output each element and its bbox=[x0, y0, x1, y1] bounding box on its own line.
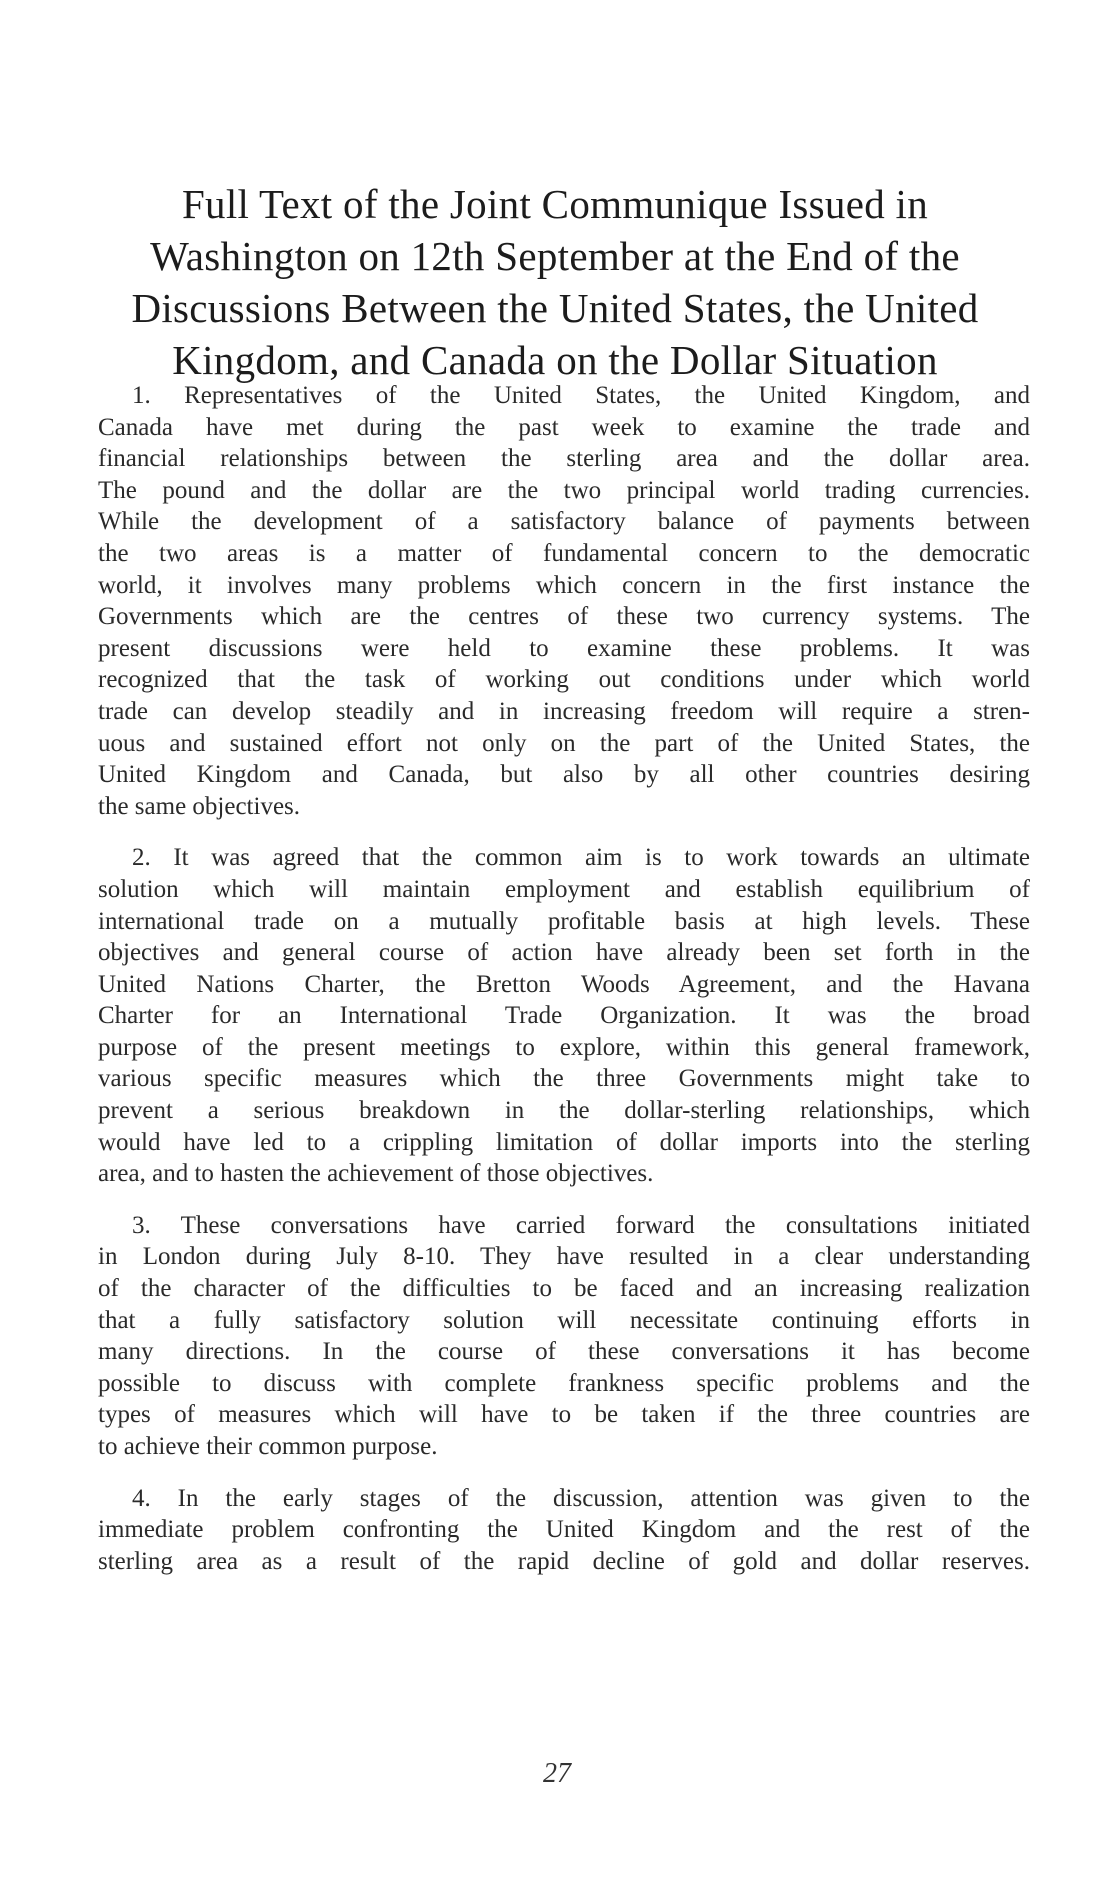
paragraph-line: many directions. In the course of these conversations it has become bbox=[98, 1338, 1030, 1366]
paragraph-line: that a fully satisfactory solution will necessitate continuing efforts in bbox=[98, 1306, 1030, 1334]
paragraph-line: in London during July 8-10. They have resulted in a clear understanding bbox=[98, 1243, 1030, 1271]
title-line: Discussions Between the United States, the United bbox=[131, 285, 979, 331]
paragraph-line: 2. It was agreed that the common aim is to work towards an ultimate bbox=[132, 844, 1030, 872]
paragraph-line: the same objectives. bbox=[98, 792, 301, 820]
paragraph-line: 3. These conversations have carried forward the consultations initiated bbox=[132, 1211, 1030, 1239]
paragraph-line: objectives and general course of action have already been set forth in the bbox=[98, 939, 1030, 967]
paragraph-line: area, and to hasten the achievement of those objectives. bbox=[98, 1160, 654, 1188]
paragraph-line: financial relationships between the sterling area and the dollar area. bbox=[98, 445, 1030, 473]
paragraph-line: types of measures which will have to be taken if the three countries are bbox=[98, 1401, 1030, 1429]
paragraph-line: The pound and the dollar are the two principal world trading currencies. bbox=[98, 476, 1030, 504]
title-line: Full Text of the Joint Communique Issued in bbox=[181, 181, 929, 227]
paragraph-line: present discussions were held to examine these problems. It was bbox=[98, 634, 1030, 662]
paragraph-line: Governments which are the centres of these two currency systems. The bbox=[98, 603, 1030, 631]
paragraph-line: sterling area as a result of the rapid decline of gold and dollar reserves. bbox=[98, 1547, 1030, 1575]
paragraph-line: uous and sustained effort not only on the part of the United States, the bbox=[98, 729, 1030, 757]
paragraph-line: solution which will maintain employment and establish equilibrium of bbox=[98, 875, 1030, 903]
page-number: 27 bbox=[543, 1758, 571, 1789]
paragraph-line: 1. Representatives of the United States, the United Kingdom, and bbox=[132, 382, 1030, 409]
document-title bbox=[95, 178, 1015, 386]
paragraph-line: world, it involves many problems which concern in the first instance the bbox=[98, 571, 1030, 599]
paragraph-line: to achieve their common purpose. bbox=[98, 1433, 438, 1460]
paragraph-line: purpose of the present meetings to explore, within this general framework, bbox=[98, 1033, 1030, 1061]
paragraph-line: 4. In the early stages of the discussion, attention was given to the bbox=[132, 1484, 1030, 1512]
paragraph-line: Canada have met during the past week to examine the trade and bbox=[98, 413, 1030, 441]
paragraph-line: international trade on a mutually profitable basis at high levels. These bbox=[98, 907, 1030, 935]
paragraph-line: of the character of the difficulties to be faced and an increasing realization bbox=[98, 1275, 1030, 1303]
paragraph-line: trade can develop steadily and in increasing freedom will require a stren- bbox=[98, 697, 1030, 725]
paragraph-line: Charter for an International Trade Organization. It was the broad bbox=[98, 1002, 1030, 1030]
paragraph-line: United Kingdom and Canada, but also by all other countries desiring bbox=[98, 761, 1030, 789]
title-line: Kingdom, and Canada on the Dollar Situation bbox=[172, 337, 938, 383]
paragraph-line: would have led to a crippling limitation of dollar imports into the sterling bbox=[98, 1128, 1030, 1156]
paragraph-line: various specific measures which the three Governments might take to bbox=[98, 1065, 1030, 1093]
paragraph-line: immediate problem confronting the United Kingdom and the rest of the bbox=[98, 1516, 1030, 1544]
paragraph-1 bbox=[98, 380, 1030, 822]
paragraph-line: recognized that the task of working out conditions under which world bbox=[98, 666, 1030, 694]
paragraph-2 bbox=[98, 842, 1030, 1190]
title-line: Washington on 12th September at the End of the bbox=[150, 233, 960, 279]
paragraph-line: While the development of a satisfactory balance of payments between bbox=[98, 508, 1030, 536]
paragraph-line: prevent a serious breakdown in the dollar-sterling relationships, which bbox=[98, 1097, 1030, 1125]
paragraph-line: United Nations Charter, the Bretton Woods Agreement, and the Havana bbox=[98, 970, 1030, 998]
paragraph-line: the two areas is a matter of fundamental concern to the democratic bbox=[98, 539, 1030, 567]
paragraph-line: possible to discuss with complete frankness specific problems and the bbox=[98, 1369, 1030, 1397]
communique-body bbox=[98, 380, 1030, 1597]
paragraph-4 bbox=[98, 1483, 1030, 1578]
paragraph-3 bbox=[98, 1210, 1030, 1463]
